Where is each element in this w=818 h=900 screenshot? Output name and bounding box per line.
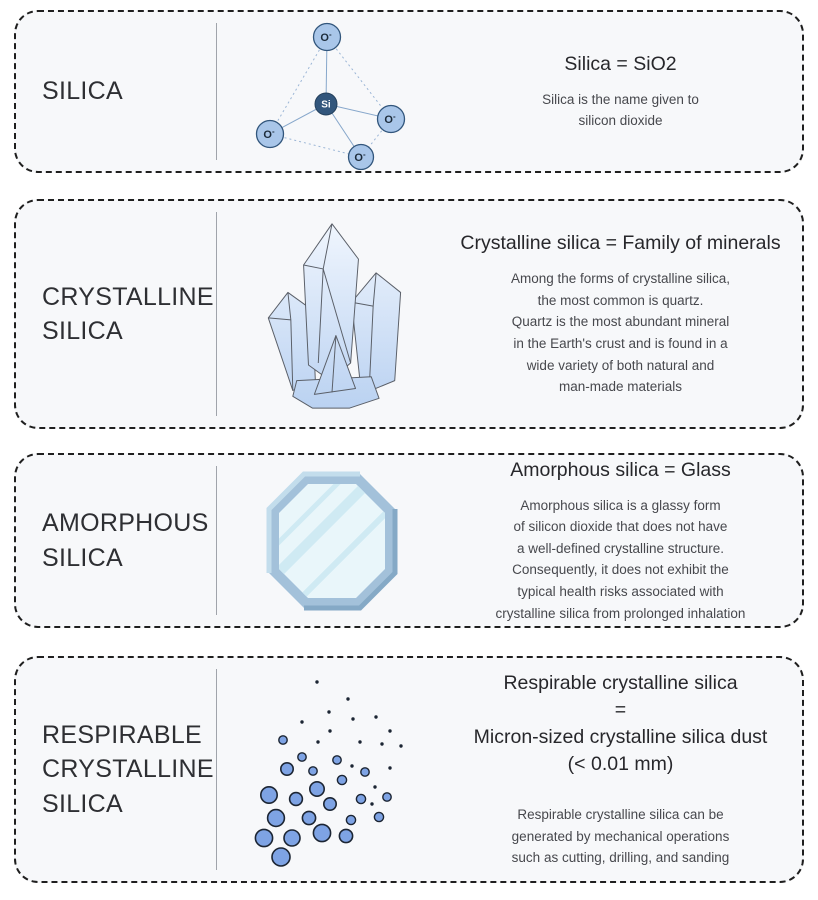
quartz-crystal-svg: [252, 216, 412, 412]
panel-body: Respirable crystalline silica can be generated by mechanical operations such as cutting, drilling, and sanding: [511, 806, 730, 866]
panel-amorphous-silica: [14, 453, 804, 628]
panel-body: Silica is the name given to silicon dioxide: [542, 91, 699, 129]
svg-text:Si: Si: [321, 99, 331, 111]
panel-respirable-crystalline-silica-label: [16, 718, 216, 822]
label-line: CRYSTALLINE: [42, 755, 214, 784]
label-line: SILICA: [42, 77, 123, 106]
dust-particles-illustration: [217, 668, 447, 872]
svg-text:O-: O-: [354, 150, 366, 164]
silica-molecule-illustration: [217, 13, 447, 170]
label-line: SILICA: [42, 789, 123, 818]
panel-silica: [14, 10, 804, 173]
panel-crystalline-silica-text: [447, 230, 802, 397]
panel-silica-text: [447, 51, 802, 132]
glass-pane-svg: [266, 471, 398, 611]
dust-particles-svg: [242, 668, 422, 872]
glass-pane-illustration: [217, 471, 447, 611]
quartz-crystal-illustration: [217, 216, 447, 412]
svg-text:O-: O-: [320, 30, 332, 44]
panel-heading: Respirable crystalline silica = Micron-sized crystalline silica dust (< 0.01 mm): [473, 672, 768, 776]
label-line: CRYSTALLINE: [42, 282, 214, 311]
label-line: SILICA: [42, 543, 123, 572]
panel-respirable-crystalline-silica-text: [447, 670, 802, 868]
label-line: RESPIRABLE: [42, 720, 203, 749]
panel-heading: Silica = SiO2: [564, 52, 677, 75]
panel-heading: Crystalline silica = Family of minerals: [460, 232, 781, 255]
panel-body: Amorphous silica is a glassy form of silicon dioxide that does not have a well-defined crystalline structure. Consequently, it does not exhibit the typical health risks associated with crystalline silica from prolonged inhalation: [495, 497, 746, 621]
svg-text:O-: O-: [263, 127, 275, 141]
panel-body: Among the forms of crystalline silica, the most common is quartz. Quartz is the most abundant mineral in the Earth's crust and is found in a wide variety of both natural and man-made materials: [510, 271, 731, 395]
label-line: AMORPHOUS: [42, 509, 209, 537]
panel-amorphous-silica-text: [447, 457, 802, 624]
panel-silica-label: [16, 74, 216, 109]
silica-molecule-svg: [227, 13, 437, 170]
panel-heading: Amorphous silica = Glass: [510, 458, 731, 481]
panel-crystalline-silica-label: [16, 280, 216, 349]
panel-crystalline-silica: [14, 199, 804, 429]
svg-text:O-: O-: [384, 112, 396, 126]
panel-respirable-crystalline-silica: [14, 656, 804, 883]
panel-amorphous-silica-label: [16, 506, 216, 575]
label-line: SILICA: [42, 317, 123, 345]
